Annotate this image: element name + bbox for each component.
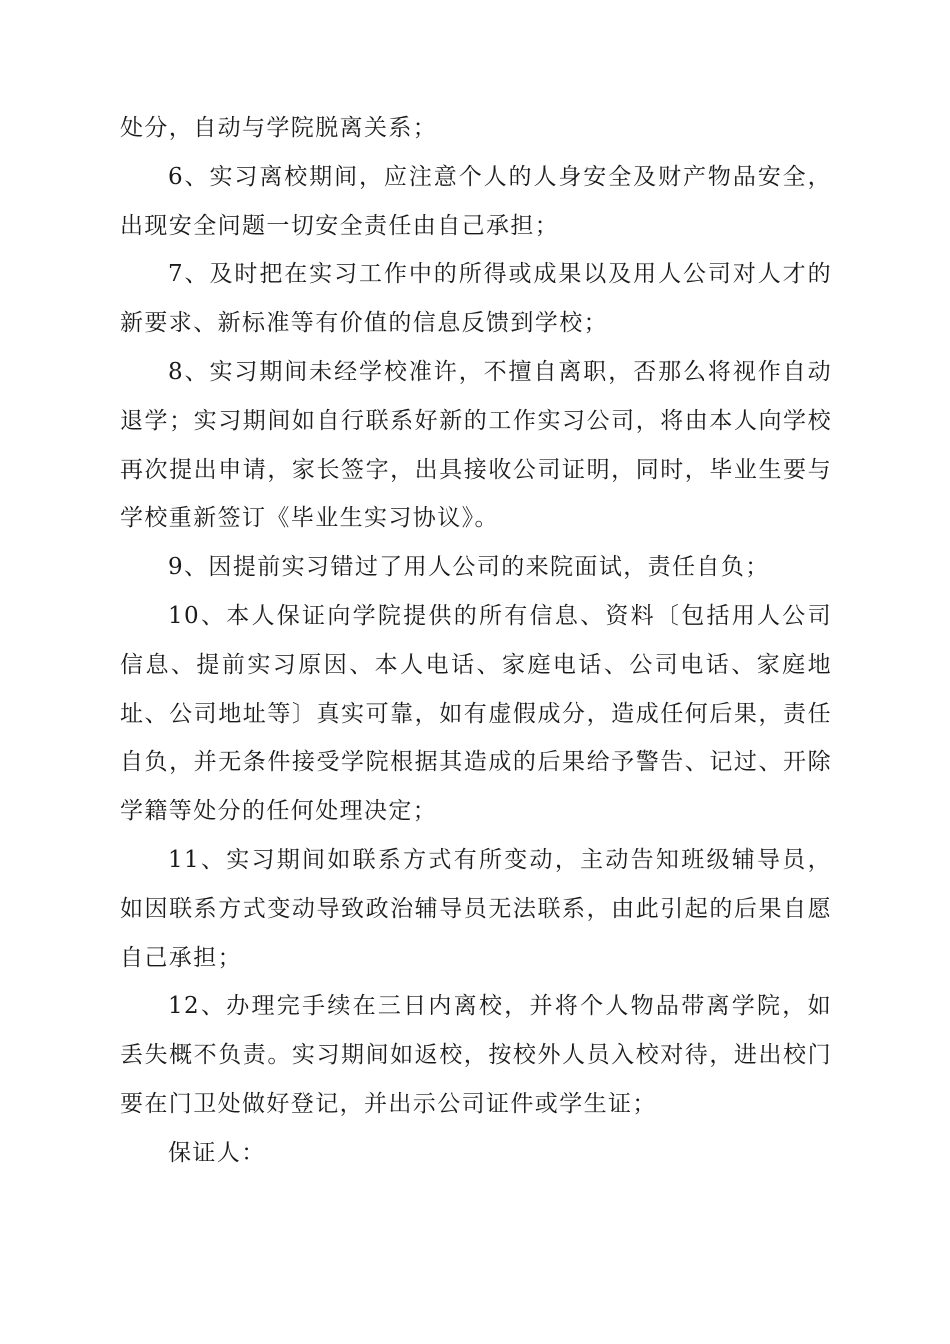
- document-body: [120, 104, 832, 1178]
- paragraph-item-6: 6、实习离校期间，应注意个人的人身安全及财产物品安全，出现安全问题一切安全责任由自己承担；: [120, 163, 832, 239]
- paragraph-item-10: 10、本人保证向学院提供的所有信息、资料〔包括用人公司信息、提前实习原因、本人电话、家庭电话、公司电话、家庭地址、公司地址等〕真实可靠，如有虚假成分，造成任何后果，责任自负，并无条件接受学院根据其造成的后果给予警告、记过、开除学籍等处分的任何处理决定；: [120, 602, 832, 825]
- paragraph-item-8: 8、实习期间未经学校准许，不擅自离职，否那么将视作自动退学；实习期间如自行联系好新的工作实习公司，将由本人向学校再次提出申请，家长签字，出具接收公司证明，同时，毕业生要与学校重新签订《毕业生实习协议》。: [120, 358, 832, 532]
- paragraph-item-9: 9、因提前实习错过了用人公司的来院面试，责任自负；: [168, 554, 770, 581]
- paragraph-item-7: 7、及时把在实习工作中的所得或成果以及用人公司对人才的新要求、新标准等有价值的信息反馈到学校；: [120, 261, 832, 337]
- paragraph-continuation: 处分，自动与学院脱离关系；: [120, 115, 438, 141]
- paragraph-item-11: 11、实习期间如联系方式有所变动，主动告知班级辅导员，如因联系方式变动导致政治辅导员无法联系，由此引起的后果自愿自己承担；: [120, 846, 832, 971]
- guarantor-label: 保证人：: [168, 1139, 266, 1166]
- paragraph-item-12: 12、办理完手续在三日内离校，并将个人物品带离学院，如丢失概不负责。实习期间如返校，按校外人员入校对待，进出校门要在门卫处做好登记，并出示公司证件或学生证；: [120, 993, 832, 1117]
